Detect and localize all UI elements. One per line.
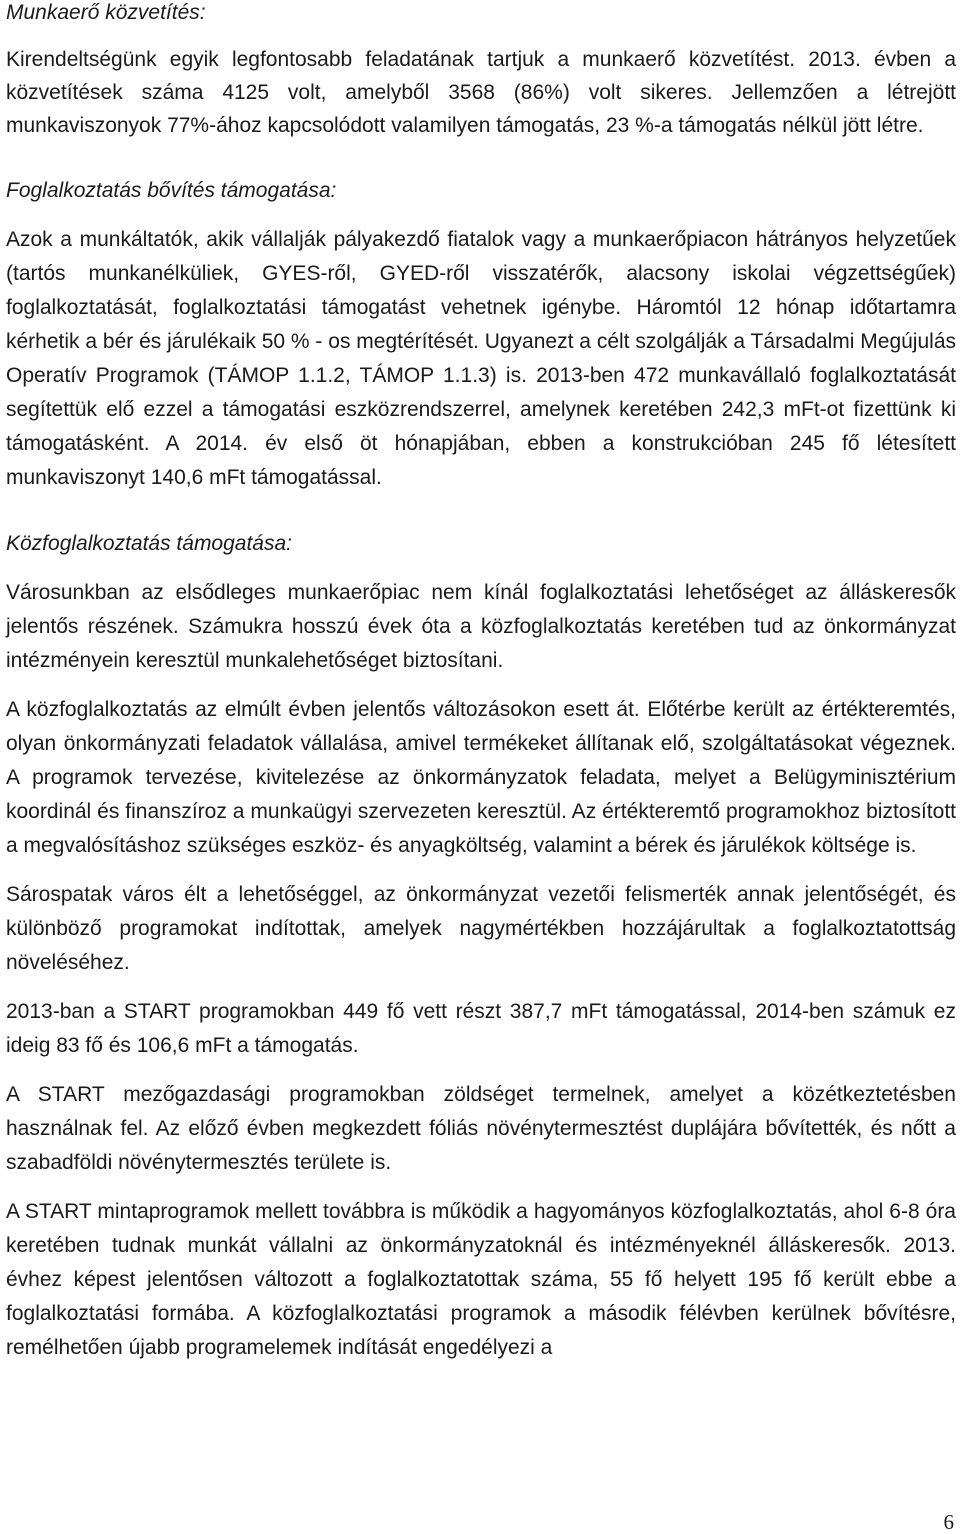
paragraph-kozfoglalkoztatas-3: Sárospatak város élt a lehetőséggel, az önkormányzat vezetői felismerték annak jelentőségét, és különböző programokat indítottak, amelyek nagymértékben hozzájárultak a foglalkoztatottság növeléséhez. — [6, 883, 956, 974]
document-page — [6, 0, 956, 1365]
paragraph-kozfoglalkoztatas-5: A START mezőgazdasági programokban zöldséget termelnek, amelyet a közétkeztetésben használnak fel. Az előző évben megkezdett fóliás növénytermesztést duplájára bővítették, és nőtt a szabadföldi növénytermesztés területe is. — [6, 1083, 956, 1174]
section-heading-foglalkoztatas-bovites: Foglalkoztatás bővítés támogatása: — [6, 179, 337, 202]
paragraph-kozfoglalkoztatas-1: Városunkban az elsődleges munkaerőpiac nem kínál foglalkoztatási lehetőséget az álláskeresők jelentős részének. Számukra hosszú évek óta a közfoglalkoztatás keretében tud az önkormányzat intézményein keresztül munkalehetőséget biztosítani. — [6, 581, 956, 672]
section-heading-kozfoglalkoztatas: Közfoglalkoztatás támogatása: — [6, 532, 293, 555]
paragraph-kozfoglalkoztatas-6: A START mintaprogramok mellett továbbra is működik a hagyományos közfoglalkoztatás, ahol 6-8 óra keretében tudnak munkát vállalni az önkormányzatoknál és intézményeknél álláskeresők. 2013. évhez képest jelentősen változott a foglalkoztatottak száma, 55 fő helyett 195 fő került ebbe a foglalkoztatási formába. A közfoglalkoztatási programok a második félévben kerülnek bővítésre, remélhetően újabb programelemek indítását engedélyezi a — [6, 1200, 956, 1359]
page-number: 6 — [943, 1510, 954, 1534]
paragraph-kozfoglalkoztatas-4: 2013-ban a START programokban 449 fő vett részt 387,7 mFt támogatással, 2014-ben számuk ez ideig 83 fő és 106,6 mFt a támogatás. — [6, 1000, 956, 1057]
paragraph-foglalkoztatas-bovites: Azok a munkáltatók, akik vállalják pályakezdő fiatalok vagy a munkaerőpiacon hátrányos helyzetűek (tartós munkanélküliek, GYES-ről, GYED-ről visszatérők, alacsony iskolai végzettségűek) foglalkoztatását, foglalkoztatási támogatást vehetnek igénybe. Háromtól 12 hónap időtartamra kérhetik a bér és járulékaik 50 % - os megtérítését. Ugyanezt a célt szolgálják a Társadalmi Megújulás Operatív Programok (TÁMOP 1.1.2, TÁMOP 1.1.3) is. 2013-ben 472 munkavállaló foglalkoztatását segítettük elő ezzel a támogatási eszközrendszerrel, amelynek keretében 242,3 mFt-ot fizettünk ki támogatásként. A 2014. év első öt hónapjában, ebben a konstrukcióban 245 fő létesített munkaviszonyt 140,6 mFt támogatással. — [6, 228, 956, 489]
section-heading-munkaero-kozvetites: Munkaerő közvetítés: — [6, 1, 206, 24]
paragraph-kozfoglalkoztatas-2: A közfoglalkoztatás az elmúlt évben jelentős változásokon esett át. Előtérbe került az értékteremtés, olyan önkormányzati feladatok vállalása, amivel termékeket állítanak elő, szolgáltatásokat végeznek. A programok tervezése, kivitelezése az önkormányzatok feladata, melyet a Belügyminisztérium koordinál és finanszíroz a munkaügyi szervezeten keresztül. Az értékteremtő programokhoz biztosított a megvalósításhoz szükséges eszköz- és anyagköltség, valamint a bérek és járulékok költsége is. — [6, 698, 956, 857]
paragraph-munkaero-kozvetites: Kirendeltségünk egyik legfontosabb feladatának tartjuk a munkaerő közvetítést. 2013. évben a közvetítések száma 4125 volt, amelyből 3568 (86%) volt sikeres. Jellemzően a létrejött munkaviszonyok 77%-ához kapcsolódott valamilyen támogatás, 23 %-a támogatás nélkül jött létre. — [6, 48, 956, 137]
